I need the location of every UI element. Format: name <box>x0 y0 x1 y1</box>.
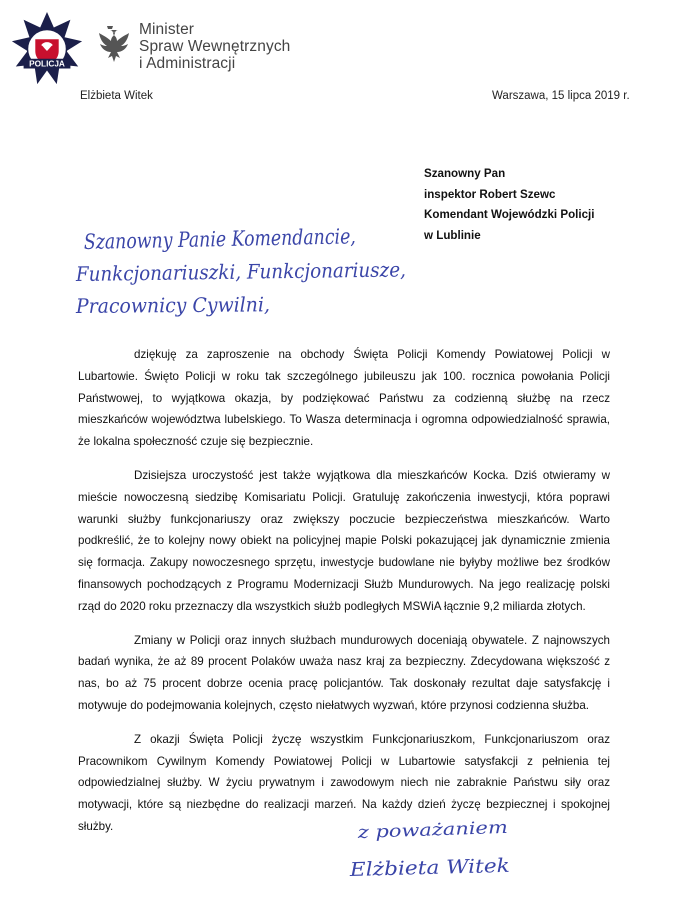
ministry-name <box>139 21 290 72</box>
letter-body <box>78 344 610 850</box>
body-paragraph: Dzisiejsza uroczystość jest także wyjątkowa dla mieszkańców Kocka. Dziś otwieramy w mieście nowoczesną siedzibę Komisariatu Policji. Gratuluję zakończenia inwestycji, która poprawi warunki służby funkcjonariuszy oraz zwiększy poczucie bezpieczeństwa mieszkańców. Warto podkreślić, że to kolejny nowy obiekt na policyjnej mapie Polski pokazującej jak dynamicznie zmienia się formacja. Zakupy nowoczesnego sprzętu, inwestycje budowlane nie byłyby możliwe bez środków finansowych pochodzących z Programu Modernizacji Służb Mundurowych. Na jego realizację polski rząd do 2020 roku przeznaczy dla wszystkich służb podległych MSWiA łącznie 9,2 miliarda złotych. <box>78 468 610 613</box>
greeting-line: Funkcjonariuszki, Funkcjonariusze, <box>75 256 437 286</box>
body-paragraph: dziękuję za zaproszenie na obchody Święta Policji Komendy Powiatowej Policji w Lubartowie. Święto Policji w roku tak szczególnego jubileuszu jak 100. rocznica powołania Policji Państwowej, to wyjątkowa okazja, by podziękować Państwu za codzienną służbę na rzecz mieszkańców województwa lubelskiego. To Wasza determinacja i ogromna odpowiedzialność sprawia, że lokalna społeczność czuje się bezpiecznie. <box>78 348 610 449</box>
ministry-line: Minister <box>139 21 195 38</box>
ministry-line: Spraw Wewnętrznych <box>139 38 291 55</box>
signer-name: Elżbieta Witek <box>80 90 153 102</box>
addressee-line: Szanowny Pan <box>424 167 506 180</box>
greeting-line: Szanowny Panie Komendancie, <box>83 223 414 254</box>
body-paragraph: Z okazji Święta Policji życzę wszystkim Funkcjonariuszkom, Funkcjonariuszom oraz Pracownikom Cywilnym Komendy Powiatowej Policji w Lubartowie satysfakcji z pełnienia tej odpowiedzialnej służby. W życiu prywatnym i zawodowym niech nie zabraknie Państwu siły oraz motywacji, które są niezbędne do realizacji marzeń. Na każdy dzień życzę bezpiecznej i spokojnej służby. <box>78 732 610 833</box>
letterhead <box>0 0 685 110</box>
police-star-badge-icon <box>8 10 86 88</box>
addressee-line: w Lublinie <box>424 228 481 242</box>
dateline: Warszawa, 15 lipca 2019 r. <box>492 90 630 102</box>
addressee-line: Komendant Wojewódzki Policji <box>424 208 595 221</box>
ministry-line: i Administracji <box>139 55 236 72</box>
handwritten-greeting <box>0 215 685 325</box>
greeting-line: Pracownicy Cywilni, <box>75 292 282 318</box>
svg-text:POLICJA: POLICJA <box>29 59 65 69</box>
closing-line: Elżbieta Witek <box>349 855 491 881</box>
closing-line: z poważaniem <box>357 818 480 843</box>
addressee-line: inspektor Robert Szewc <box>424 187 556 201</box>
eagle-emblem-icon <box>90 24 130 70</box>
handwritten-signature <box>330 812 570 892</box>
body-paragraph: Zmiany w Policji oraz innych służbach mundurowych doceniają obywatele. Z najnowszych badań wynika, że aż 89 procent Polaków uważa nasz kraj za bezpieczny. Zdecydowana większość z nas, bo aż 75 procent dobrze ocenia pracę policjantów. Tak doskonały rezultat daje satysfakcję i motywuje do podejmowania kolejnych, często niełatwych wyzwań, które przynosi codzienna służba. <box>78 633 610 712</box>
